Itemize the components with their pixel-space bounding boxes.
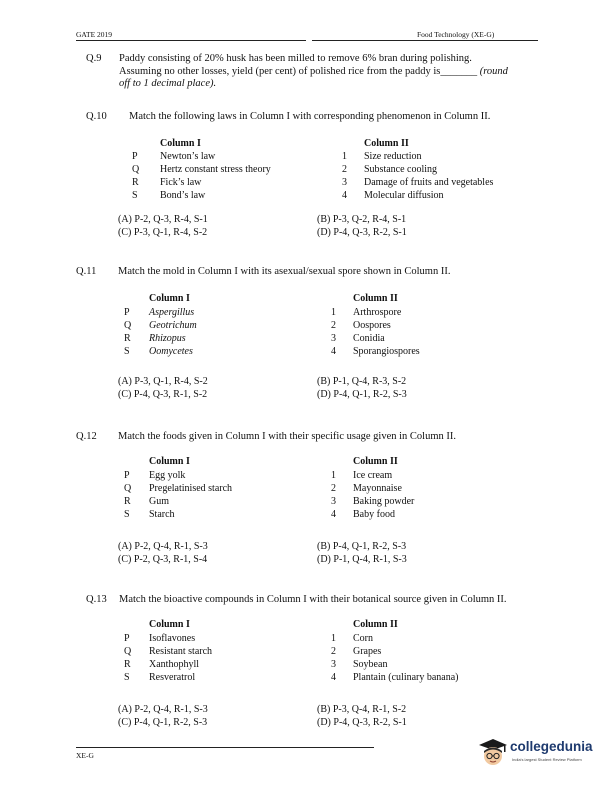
q12-text: Match the foods given in Column I with their specific usage given in Column II. <box>118 431 456 442</box>
brand-tagline: India's largest Student Review Platform <box>512 757 582 762</box>
q13-option-d[interactable]: (D) P-4, Q-3, R-2, S-1 <box>317 717 407 728</box>
q13-col1-key-s: S <box>124 672 130 683</box>
q11-col2-val-2: Oospores <box>353 320 391 331</box>
q11-col2-key-2: 2 <box>331 320 336 331</box>
q12-col2-key-3: 3 <box>331 496 336 507</box>
q11-col2-title: Column II <box>353 293 398 304</box>
q12-col1-key-s: S <box>124 509 130 520</box>
q12-col1-key-q: Q <box>124 483 132 494</box>
q9-line3: off to 1 decimal place). <box>119 78 217 89</box>
q11-col2-val-3: Conidia <box>353 333 385 344</box>
collegedunia-logo[interactable] <box>478 736 593 770</box>
q10-col1-val-s: Bond’s law <box>160 190 206 201</box>
q12-col2-key-4: 4 <box>331 509 336 520</box>
q10-option-d[interactable]: (D) P-4, Q-3, R-2, S-1 <box>317 227 407 238</box>
footer-rule <box>76 747 374 748</box>
q13-col2-key-1: 1 <box>331 633 336 644</box>
q13-col1-key-p: P <box>124 633 130 644</box>
q11-col1-val-q: Geotrichum <box>149 320 197 331</box>
q11-col2-key-4: 4 <box>331 346 336 357</box>
q10-text: Match the following laws in Column I with corresponding phenomenon in Column II. <box>129 111 491 122</box>
footer-code: XE-G <box>76 751 94 760</box>
header-rule-left <box>76 40 306 41</box>
q9-line2-post: (round <box>479 66 508 77</box>
q10-col1-val-r: Fick’s law <box>160 177 202 188</box>
q12-col1-val-p: Egg yolk <box>149 470 186 481</box>
q13-col2-key-4: 4 <box>331 672 336 683</box>
q11-option-c[interactable]: (C) P-4, Q-3, R-1, S-2 <box>118 389 208 400</box>
q10-col1-key-s: S <box>132 190 138 201</box>
q10-col2-title: Column II <box>364 138 409 149</box>
q11-col2-key-1: 1 <box>331 307 336 318</box>
q10-col2-key-2: 2 <box>342 164 347 175</box>
q11-text: Match the mold in Column I with its asexual/sexual spore shown in Column II. <box>118 266 451 277</box>
q10-col2-key-4: 4 <box>342 190 347 201</box>
q10-col2-val-3: Damage of fruits and vegetables <box>364 177 494 188</box>
q11-col1-key-r: R <box>124 333 131 344</box>
q12-col2-key-2: 2 <box>331 483 336 494</box>
q10-col1-key-q: Q <box>132 164 140 175</box>
q13-col2-val-2: Grapes <box>353 646 382 657</box>
q12-col2-val-4: Baby food <box>353 509 395 520</box>
q12-col1-key-p: P <box>124 470 130 481</box>
q11-col1-val-p: Aspergillus <box>149 307 195 318</box>
q13-col2-val-3: Soybean <box>353 659 388 670</box>
q13-option-b[interactable]: (B) P-3, Q-4, R-1, S-2 <box>317 704 407 715</box>
q12-number: Q.12 <box>76 431 97 442</box>
header-paper: Food Technology (XE-G) <box>417 30 495 39</box>
q13-col1-key-q: Q <box>124 646 132 657</box>
q13-option-a[interactable]: (A) P-2, Q-4, R-1, S-3 <box>118 704 208 715</box>
q13-option-c[interactable]: (C) P-4, Q-1, R-2, S-3 <box>118 717 208 728</box>
q12-col2-title: Column II <box>353 456 398 467</box>
q13-col2-val-4: Plantain (culinary banana) <box>353 672 459 683</box>
q12-col1-title: Column I <box>149 456 190 467</box>
q10-col1-key-p: P <box>132 151 138 162</box>
q11-col2-val-1: Arthrospore <box>353 307 402 318</box>
q12-option-b[interactable]: (B) P-4, Q-1, R-2, S-3 <box>317 541 407 552</box>
q9-line2 <box>119 66 508 79</box>
q10-option-a[interactable]: (A) P-2, Q-3, R-4, S-1 <box>118 214 208 225</box>
q11-col1-val-s: Oomycetes <box>149 346 193 357</box>
q13-text: Match the bioactive compounds in Column I with their botanical source given in Column II. <box>119 594 507 605</box>
q13-col2-title: Column II <box>353 619 398 630</box>
q12-option-a[interactable]: (A) P-2, Q-4, R-1, S-3 <box>118 541 208 552</box>
q12-col1-val-q: Pregelatinised starch <box>149 483 233 494</box>
q11-col2-key-3: 3 <box>331 333 336 344</box>
q10-col2-val-2: Substance cooling <box>364 164 438 175</box>
q13-col1-key-r: R <box>124 659 131 670</box>
q12-option-c[interactable]: (C) P-2, Q-3, R-1, S-4 <box>118 554 208 565</box>
q9-line1: Paddy consisting of 20% husk has been milled to remove 6% bran during polishing. <box>119 53 472 64</box>
q10-col1-key-r: R <box>132 177 139 188</box>
q13-col2-key-3: 3 <box>331 659 336 670</box>
q13-number: Q.13 <box>86 594 107 605</box>
q10-col1-val-p: Newton’s law <box>160 151 216 162</box>
q13-col1-title: Column I <box>149 619 190 630</box>
q13-col2-val-1: Corn <box>353 633 373 644</box>
q12-col2-val-3: Baking powder <box>353 496 415 507</box>
q12-col2-key-1: 1 <box>331 470 336 481</box>
q13-col1-val-s: Resveratrol <box>149 672 196 683</box>
q10-number: Q.10 <box>86 111 107 122</box>
q10-col1-title: Column I <box>160 138 201 149</box>
q12-col1-key-r: R <box>124 496 131 507</box>
q10-col2-val-4: Molecular diffusion <box>364 190 444 201</box>
q13-col1-val-p: Isoflavones <box>149 633 196 644</box>
q11-number: Q.11 <box>76 266 97 277</box>
q12-col1-val-s: Starch <box>149 509 175 520</box>
q11-col1-title: Column I <box>149 293 190 304</box>
q9-line2-pre: Assuming no other losses, yield (per cent) of polished rice from the paddy is <box>119 66 441 77</box>
q11-col1-key-p: P <box>124 307 130 318</box>
q11-option-a[interactable]: (A) P-3, Q-1, R-4, S-2 <box>118 376 208 387</box>
q11-col1-key-q: Q <box>124 320 132 331</box>
header-rule-right <box>312 40 538 41</box>
q11-col1-key-s: S <box>124 346 130 357</box>
q10-option-c[interactable]: (C) P-3, Q-1, R-4, S-2 <box>118 227 208 238</box>
q12-option-d[interactable]: (D) P-1, Q-4, R-1, S-3 <box>317 554 407 565</box>
q10-col2-key-3: 3 <box>342 177 347 188</box>
student-mascot-icon <box>478 738 508 768</box>
q10-option-b[interactable]: (B) P-3, Q-2, R-4, S-1 <box>317 214 407 225</box>
q9-answer-blank[interactable]: _______ <box>440 66 478 77</box>
q11-option-d[interactable]: (D) P-4, Q-1, R-2, S-3 <box>317 389 407 400</box>
q12-col2-val-2: Mayonnaise <box>353 483 402 494</box>
q12-col1-val-r: Gum <box>149 496 169 507</box>
header-exam: GATE 2019 <box>76 30 113 39</box>
q10-col1-val-q: Hertz constant stress theory <box>160 164 271 175</box>
q13-col1-val-r: Xanthophyll <box>149 659 199 670</box>
q13-col1-val-q: Resistant starch <box>149 646 213 657</box>
q9-number: Q.9 <box>86 53 102 64</box>
q12-col2-val-1: Ice cream <box>353 470 393 481</box>
brand-name: collegedunia <box>510 739 593 754</box>
q13-col2-key-2: 2 <box>331 646 336 657</box>
q11-col2-val-4: Sporangiospores <box>353 346 420 357</box>
q10-col2-key-1: 1 <box>342 151 347 162</box>
q11-option-b[interactable]: (B) P-1, Q-4, R-3, S-2 <box>317 376 407 387</box>
q11-col1-val-r: Rhizopus <box>149 333 186 344</box>
q10-col2-val-1: Size reduction <box>364 151 422 162</box>
